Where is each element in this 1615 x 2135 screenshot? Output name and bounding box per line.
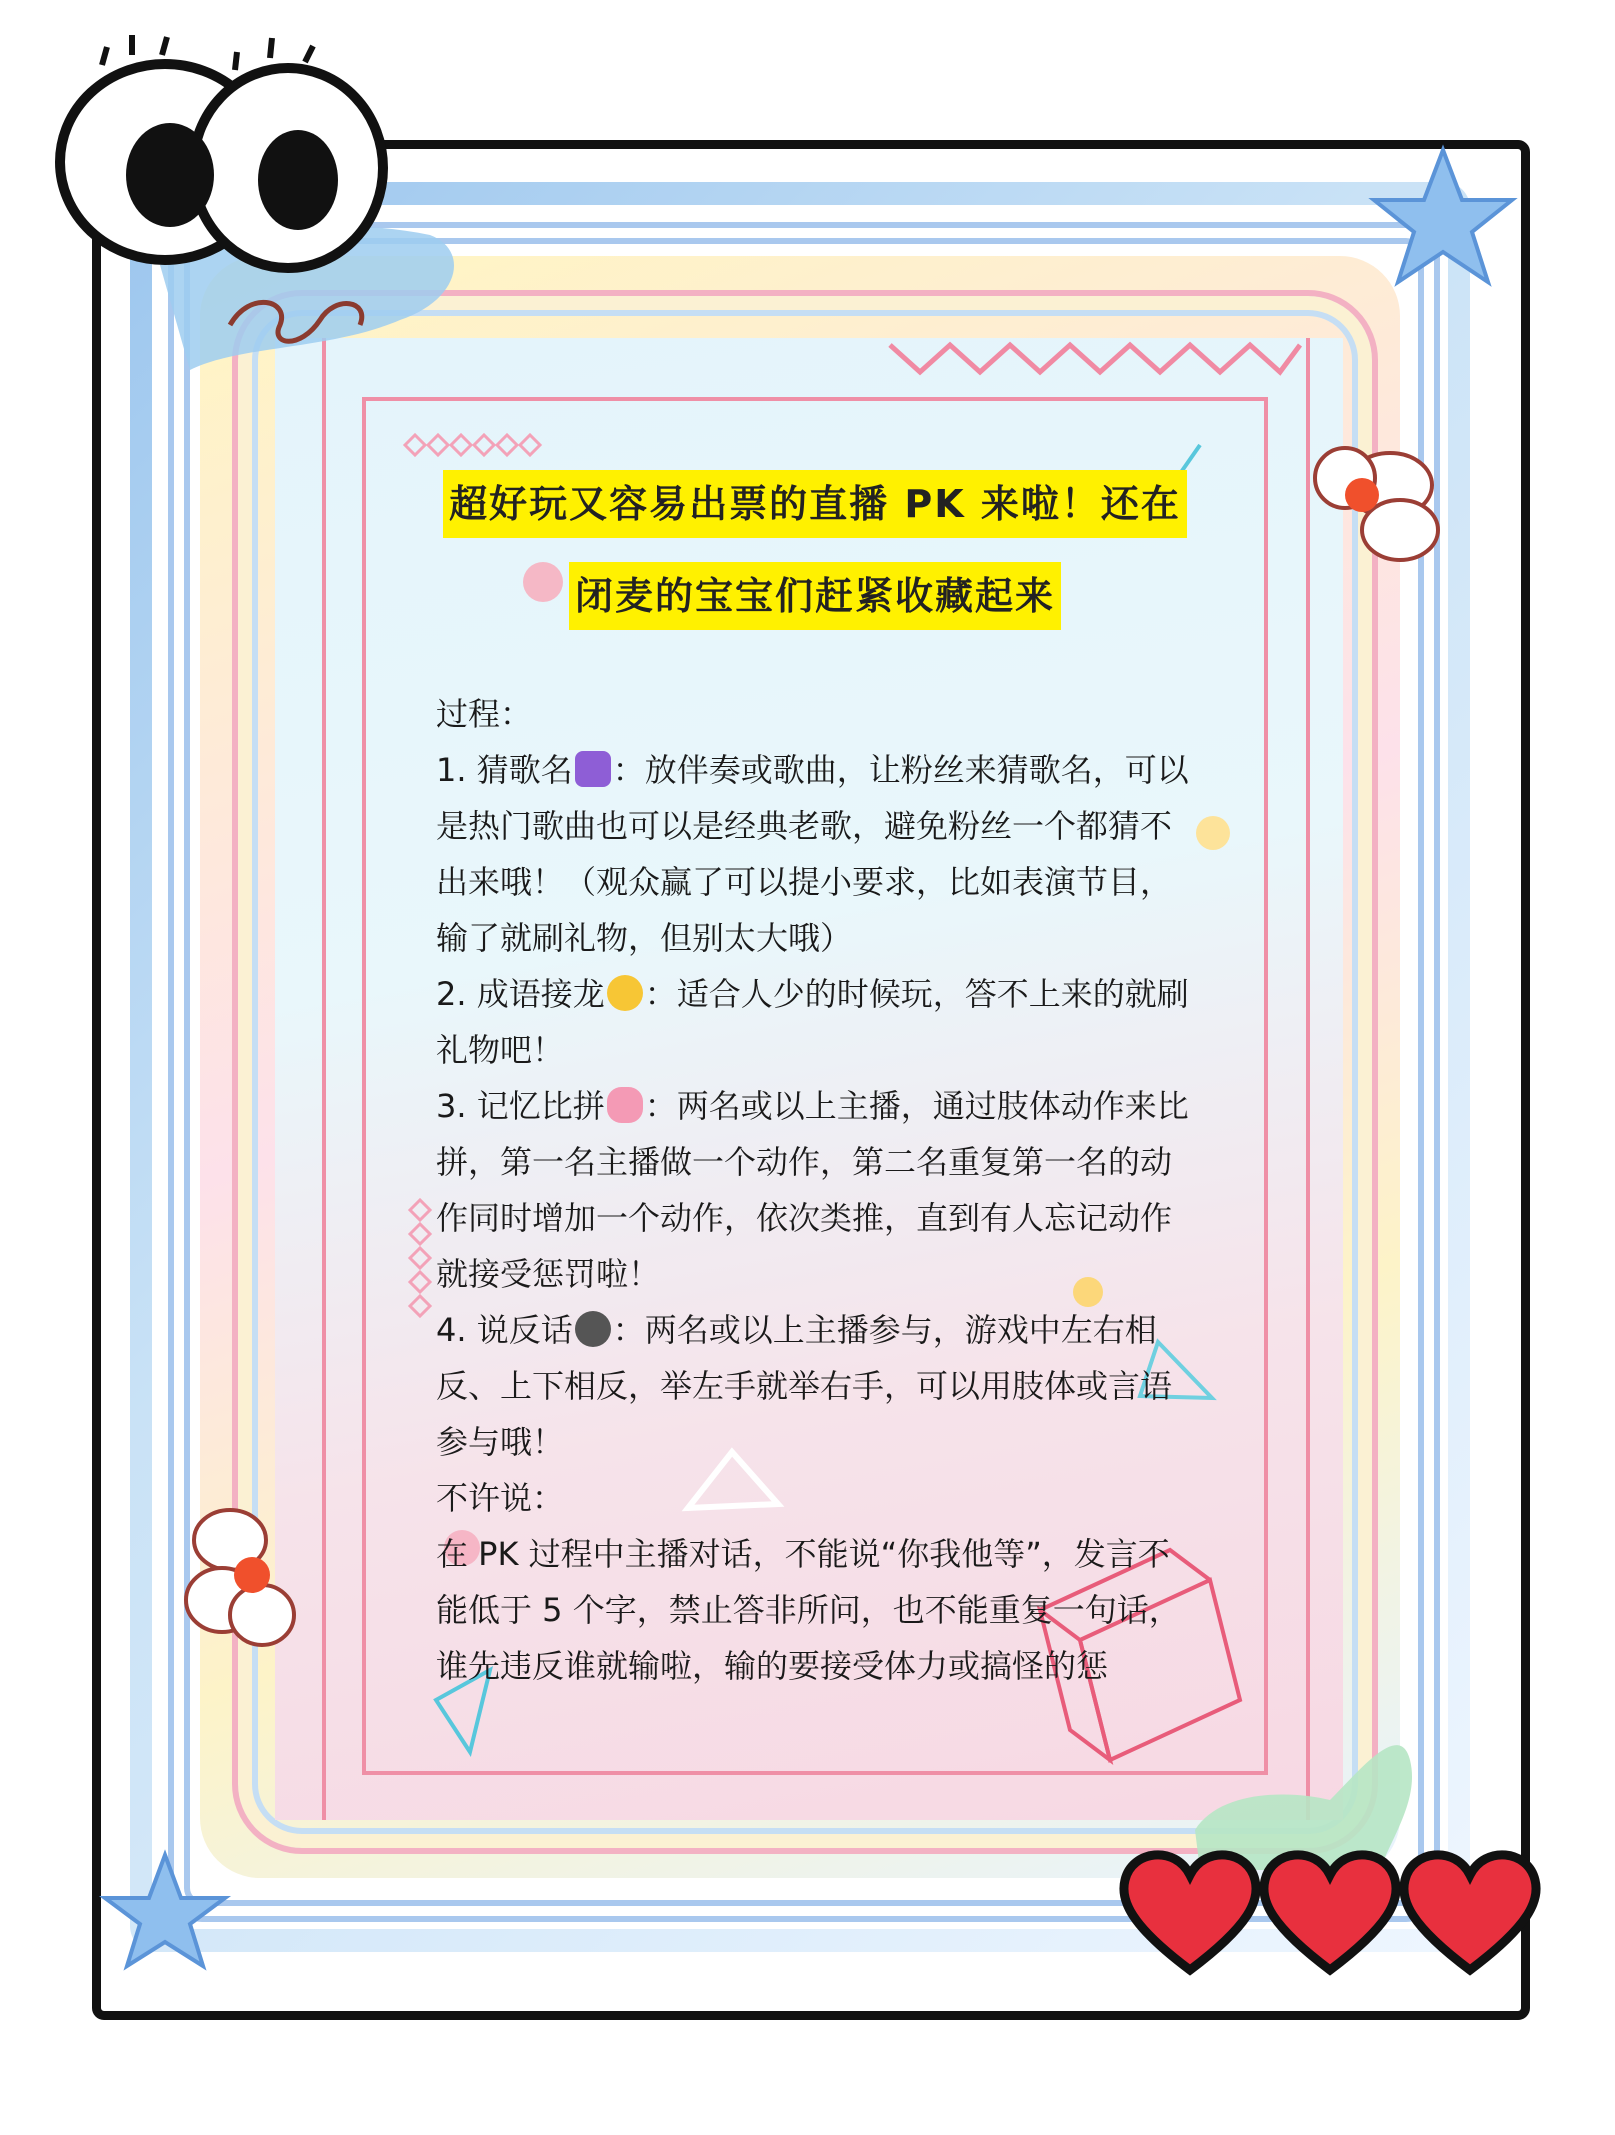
heart-icon (1404, 1855, 1536, 1970)
star-icon (105, 1855, 225, 1966)
heart-icon (1124, 1855, 1256, 1970)
yellow-dot (1196, 816, 1230, 850)
hearts-group (1124, 1855, 1536, 1970)
diamond-column (410, 1200, 430, 1316)
thinking-face-icon (607, 975, 643, 1011)
zigzag-doodle (890, 345, 1300, 372)
brain-icon (607, 1087, 643, 1123)
diamond-row (405, 435, 540, 455)
title-line-1: 超好玩又容易出票的直播 PK 来啦！还在 (443, 470, 1187, 538)
article-body (436, 686, 1200, 1694)
flower-doodle-right (1315, 448, 1438, 560)
star-icon (1374, 150, 1512, 282)
list-item-2: 2. 成语接龙 ：适合人少的时候玩，答不上来的就刷礼物吧！ (436, 975, 1189, 1069)
title-line-2: 闭麦的宝宝们赶紧收藏起来 (569, 562, 1061, 630)
heart-icon (1264, 1855, 1396, 1970)
speaking-head-icon (575, 1311, 611, 1347)
list-item-1: 1. 猜歌名 ：放伴奏或歌曲，让粉丝来猜歌名，可以是热门歌曲也可以是经典老歌，避免粉丝一个都猜不出来哦！（观众赢了可以提小要求，比如表演节目，输了就刷礼物，但别太大哦） (436, 751, 1189, 957)
list-item-3: 3. 记忆比拼 ：两名或以上主播，通过肢体动作来比拼，第一名主播做一个动作，第二名重复第一名的动作同时增加一个动作，依次类推，直到有人忘记动作就接受惩罚啦！ (436, 1087, 1189, 1293)
rule-text: 在 PK 过程中主播对话，不能说“你我他等”，发言不能低于 5 个字，禁止答非所问，也不能重复一句话，谁先违反谁就输啦，输的要接受体力或搞怪的惩 (436, 1535, 1181, 1685)
article-title (420, 470, 1210, 630)
musical-notes-icon (575, 751, 611, 787)
rule-heading: 不许说： (436, 1479, 565, 1517)
process-heading: 过程： (436, 695, 533, 733)
list-item-4: 4. 说反话 ：两名或以上主播参与，游戏中左右相反、上下相反，举左手就举右手，可以用肢体或言语参与哦！ (436, 1311, 1173, 1461)
flower-doodle-left (186, 1510, 294, 1645)
cartoon-eyes (60, 35, 383, 268)
